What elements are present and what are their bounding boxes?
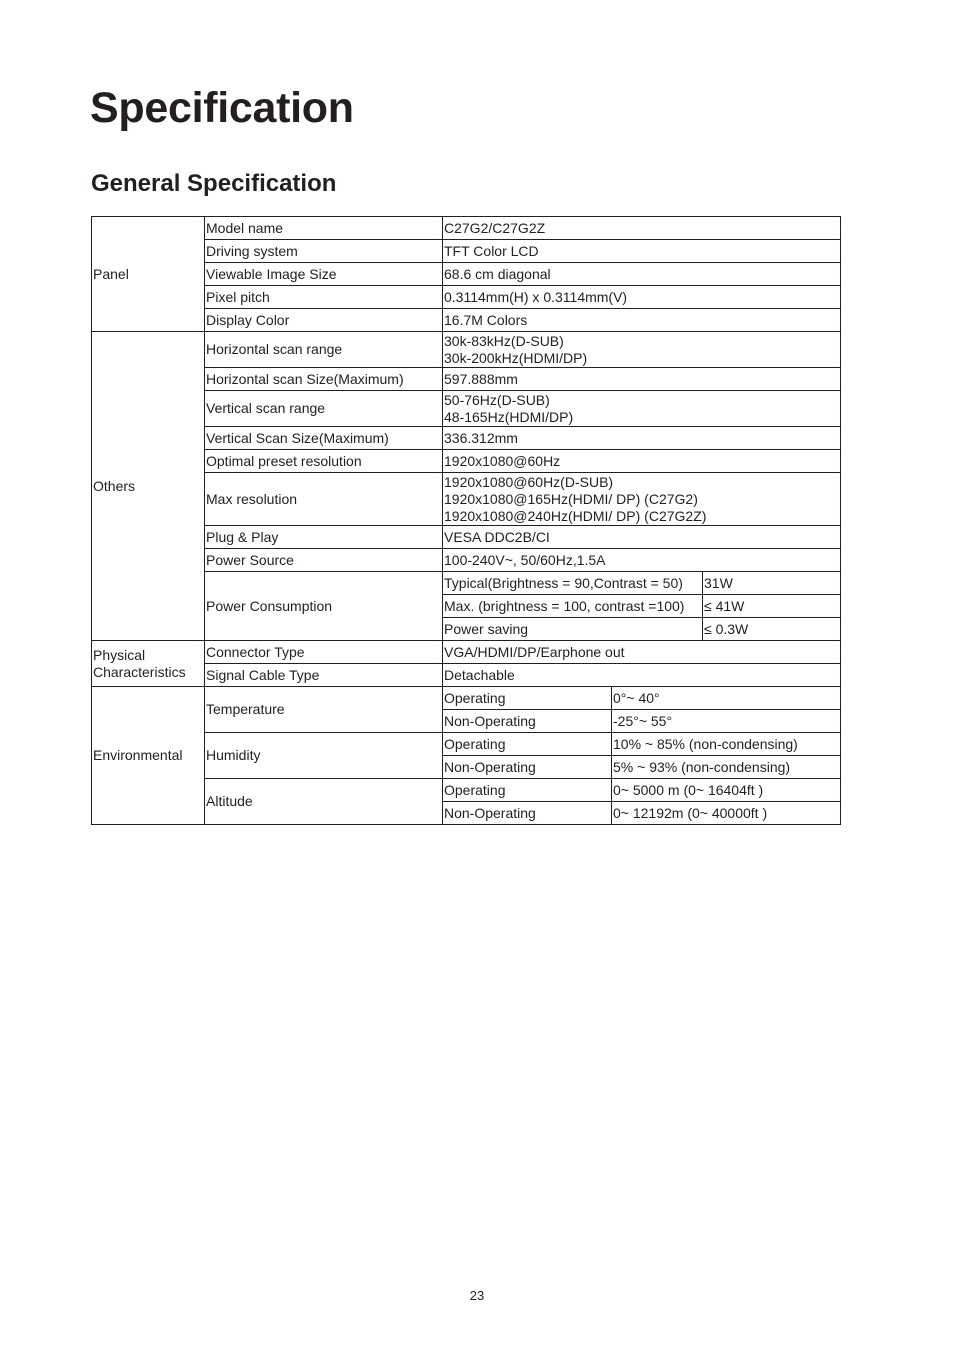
spec-label: Plug & Play (205, 526, 443, 549)
spec-label: Viewable Image Size (205, 263, 443, 286)
env-value: 0~ 12192m (0~ 40000ft ) (612, 802, 841, 825)
spec-label: Horizontal scan Size(Maximum) (205, 368, 443, 391)
spec-value-line: 50-76Hz(D-SUB) (444, 391, 550, 408)
spec-value: Detachable (443, 664, 841, 687)
table-row (92, 526, 841, 549)
spec-value-line: 1920x1080@165Hz(HDMI/ DP) (C27G2) (444, 490, 698, 507)
spec-label: Model name (205, 217, 443, 240)
spec-label: Power Source (205, 549, 443, 572)
spec-value: TFT Color LCD (443, 240, 841, 263)
spec-label: Connector Type (205, 641, 443, 664)
table-row (92, 473, 841, 526)
spec-value: 1920x1080@60Hz (443, 450, 841, 473)
table-row (92, 240, 841, 263)
env-value: 10% ~ 85% (non-condensing) (612, 733, 841, 756)
page-title: Specification (90, 84, 354, 132)
table-row (92, 572, 841, 595)
spec-value: VGA/HDMI/DP/Earphone out (443, 641, 841, 664)
env-mode: Operating (443, 779, 612, 802)
spec-label: Altitude (205, 779, 443, 825)
spec-value-line: 48-165Hz(HDMI/DP) (444, 408, 574, 425)
table-row (92, 368, 841, 391)
group-physical (92, 641, 205, 687)
spec-value-line: 1920x1080@240Hz(HDMI/ DP) (C27G2Z) (444, 507, 707, 524)
group-environmental: Environmental (92, 687, 205, 825)
table-row (92, 427, 841, 450)
env-value: -25°~ 55° (612, 710, 841, 733)
env-mode: Non-Operating (443, 710, 612, 733)
env-mode: Non-Operating (443, 756, 612, 779)
spec-label: Display Color (205, 309, 443, 332)
spec-value (443, 332, 841, 368)
table-row (92, 332, 841, 368)
table-row (92, 217, 841, 240)
table-row (92, 286, 841, 309)
spec-label: Horizontal scan range (205, 332, 443, 368)
env-mode: Operating (443, 733, 612, 756)
table-row (92, 664, 841, 687)
group-panel: Panel (92, 217, 205, 332)
spec-label: Vertical Scan Size(Maximum) (205, 427, 443, 450)
page-number: 23 (469, 1288, 485, 1303)
spec-value: 336.312mm (443, 427, 841, 450)
table-row (92, 779, 841, 802)
group-others: Others (92, 332, 205, 641)
spec-table (91, 216, 841, 825)
spec-value: 597.888mm (443, 368, 841, 391)
power-mode: Power saving (443, 618, 703, 641)
table-row (92, 263, 841, 286)
spec-label: Signal Cable Type (205, 664, 443, 687)
spec-label: Driving system (205, 240, 443, 263)
spec-value (443, 391, 841, 427)
spec-value: C27G2/C27G2Z (443, 217, 841, 240)
section-title: General Specification (91, 170, 337, 197)
spec-value (443, 473, 841, 526)
power-mode: Typical(Brightness = 90,Contrast = 50) (443, 572, 703, 595)
spec-label: Optimal preset resolution (205, 450, 443, 473)
spec-value: 100-240V~, 50/60Hz,1.5A (443, 549, 841, 572)
power-value: ≤ 0.3W (703, 618, 841, 641)
group-label-line: Physical (93, 646, 146, 663)
table-row (92, 309, 841, 332)
spec-value-line: 1920x1080@60Hz(D-SUB) (444, 473, 614, 490)
spec-label: Temperature (205, 687, 443, 733)
group-label-line: Characteristics (93, 663, 186, 680)
table-row (92, 549, 841, 572)
spec-value-line: 30k-83kHz(D-SUB) (444, 332, 564, 349)
env-value: 0~ 5000 m (0~ 16404ft ) (612, 779, 841, 802)
spec-value: 0.3114mm(H) x 0.3114mm(V) (443, 286, 841, 309)
env-value: 5% ~ 93% (non-condensing) (612, 756, 841, 779)
spec-value: 16.7M Colors (443, 309, 841, 332)
table-row (92, 733, 841, 756)
env-value: 0°~ 40° (612, 687, 841, 710)
spec-label: Humidity (205, 733, 443, 779)
spec-value: VESA DDC2B/CI (443, 526, 841, 549)
env-mode: Non-Operating (443, 802, 612, 825)
power-value: 31W (703, 572, 841, 595)
power-value: ≤ 41W (703, 595, 841, 618)
spec-label: Power Consumption (205, 572, 443, 641)
spec-label: Pixel pitch (205, 286, 443, 309)
spec-value-line: 30k-200kHz(HDMI/DP) (444, 349, 588, 366)
table-row (92, 641, 841, 664)
table-row (92, 687, 841, 710)
table-row (92, 450, 841, 473)
spec-label: Vertical scan range (205, 391, 443, 427)
spec-value: 68.6 cm diagonal (443, 263, 841, 286)
table-row (92, 391, 841, 427)
spec-label: Max resolution (205, 473, 443, 526)
power-mode: Max. (brightness = 100, contrast =100) (443, 595, 703, 618)
env-mode: Operating (443, 687, 612, 710)
